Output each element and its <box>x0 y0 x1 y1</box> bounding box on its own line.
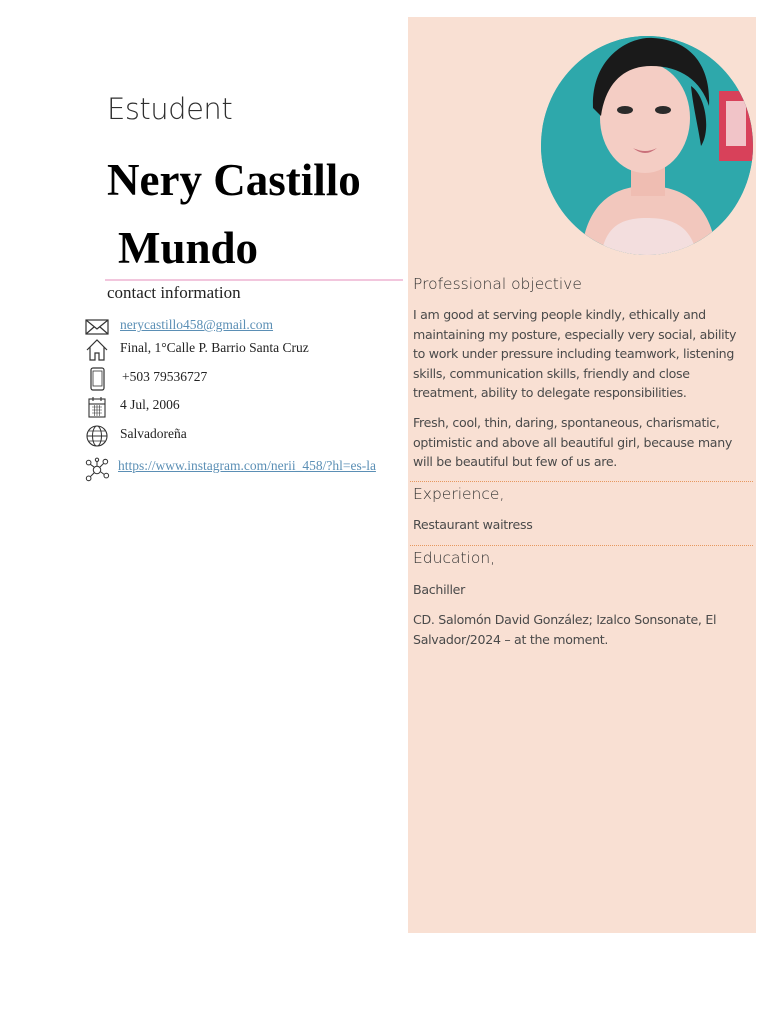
contact-instagram[interactable] <box>84 456 388 484</box>
contact-birthdate <box>84 395 180 419</box>
house-icon <box>84 338 110 362</box>
contact-nationality <box>84 424 187 448</box>
divider <box>105 279 403 281</box>
experience-item: Restaurant waitress <box>413 517 533 532</box>
contact-phone[interactable] <box>84 367 207 391</box>
phone-text[interactable]: +503 79536727 <box>122 369 208 384</box>
contact-heading: contact information <box>107 283 241 302</box>
job-role: Estudent <box>107 92 233 126</box>
section-divider <box>410 481 753 482</box>
phone-icon <box>84 367 110 391</box>
education-detail: CD. Salomón David González; Izalco Sonsonate, El Salvador/2024 – at the moment. <box>413 612 717 647</box>
name-line-2: Mundo <box>118 223 259 273</box>
calendar-icon <box>84 395 110 419</box>
objective-paragraph-2: Fresh, cool, thin, daring, spontaneous, charismatic, optimistic and above all beautiful girl, because many will be beautiful but few of us are. <box>413 415 733 469</box>
education-title: Education, <box>413 549 496 567</box>
network-icon <box>84 456 110 484</box>
contact-address <box>84 338 309 362</box>
profile-photo <box>541 36 753 255</box>
full-name <box>107 146 407 282</box>
globe-icon <box>84 424 110 448</box>
email-link[interactable]: nerycastillo458@gmail.com <box>120 317 274 332</box>
instagram-link[interactable]: https://www.instagram.com/nerii_458/?hl=es-la <box>118 458 376 473</box>
address-text: Final, 1°Calle P. Barrio Santa Cruz <box>120 340 309 355</box>
envelope-icon <box>84 315 110 339</box>
objective-title: Professional objective <box>413 275 582 293</box>
birthdate-text: 4 Jul, 2006 <box>120 397 180 412</box>
objective-paragraph-1: I am good at serving people kindly, ethically and maintaining my posture, especially very social, ability to work under pressure including teamwork, listening skills, communication skills, friendly and close treatment, ability to delegate responsibilities. <box>413 307 737 400</box>
section-divider <box>410 545 753 546</box>
education-degree: Bachiller <box>413 582 465 597</box>
nationality-text: Salvadoreña <box>120 426 187 441</box>
experience-title: Experience, <box>413 485 505 503</box>
name-line-1: Nery Castillo <box>107 155 361 205</box>
contact-email[interactable] <box>84 315 273 339</box>
